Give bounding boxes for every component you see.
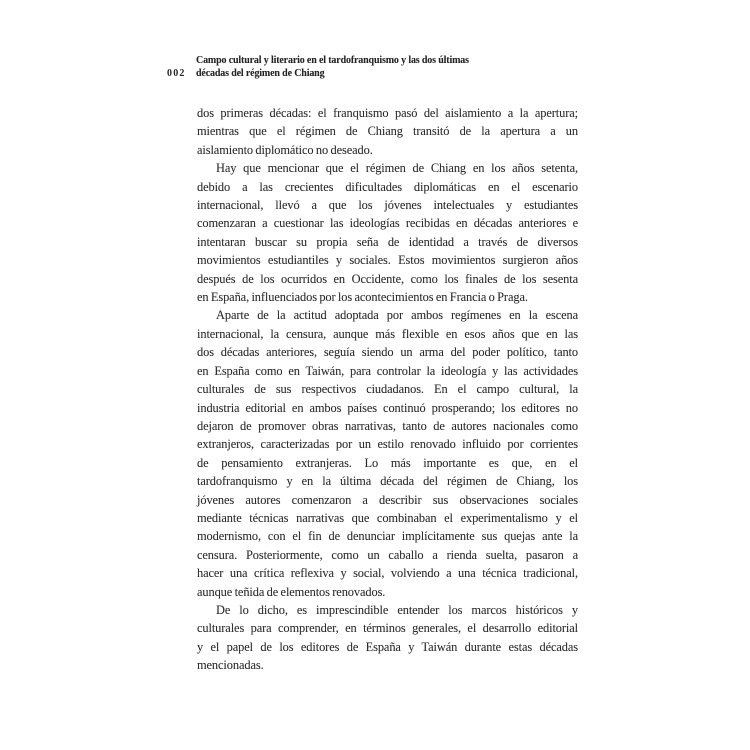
text-line: internacional, la censura, aunque más flexible en esos años que en las <box>197 326 578 341</box>
text-line: dos primeras décadas: el franquismo pasó del aislamiento a la apertura; <box>197 106 578 120</box>
text-line: dos décadas anteriores, seguía siendo un arma del poder político, tanto <box>197 345 578 360</box>
text-line: dejaron de promover obras narrativas, tanto de autores nacionales como <box>197 418 578 433</box>
text-line: censura. Posteriormente, como un caballo a rienda suelta, pasaron a <box>197 547 578 562</box>
text-line: debido a las crecientes dificultades diplomáticas en el escenario <box>197 179 578 194</box>
text-line: después de los ocurridos en Occidente, como los finales de los sesenta <box>197 271 578 286</box>
text-line: mencionadas. <box>197 658 264 673</box>
text-line: tardofranquismo y en la última década del régimen de Chiang, los <box>197 474 578 489</box>
running-header <box>196 55 506 80</box>
text-line: aunque teñida de elementos renovados. <box>197 584 386 599</box>
text-line: industria editorial en ambos países continuó prosperando; los editores no <box>197 400 578 415</box>
text-line: mediante técnicas narrativas que combinaban el experimentalismo y el <box>197 510 578 525</box>
text-line: aislamiento diplomático no deseado. <box>197 142 373 157</box>
text-line: modernismo, con el fin de denunciar implícitamente sus quejas ante la <box>197 529 578 544</box>
paragraph <box>197 104 578 159</box>
paragraph <box>197 159 578 306</box>
running-header-line2: décadas del régimen de Chiang <box>196 67 325 79</box>
running-header-line1: Campo cultural y literario en el tardofranquismo y las dos últimas <box>196 55 469 66</box>
text-line: culturales de sus respectivos ciudadanos. En el campo cultural, la <box>197 382 578 397</box>
text-line: y el papel de los editores de España y Taiwán durante estas décadas <box>197 639 578 654</box>
body-text <box>197 104 578 675</box>
text-line: en España como en Taiwán, para controlar la ideología y las actividades <box>197 363 578 378</box>
text-line: internacional, llevó a que los jóvenes intelectuales y estudiantes <box>197 198 578 213</box>
paragraph <box>197 306 578 601</box>
text-line: mientras que el régimen de Chiang transitó de la apertura a un <box>197 124 578 139</box>
text-line: culturales para comprender, en términos generales, el desarrollo editorial <box>197 621 578 636</box>
text-line: hacer una crítica reflexiva y social, volviendo a una técnica tradicional, <box>197 566 578 581</box>
text-line: jóvenes autores comenzaron a describir sus observaciones sociales <box>197 492 578 507</box>
text-line: Aparte de la actitud adoptada por ambos regímenes en la escena <box>216 308 578 323</box>
text-line: De lo dicho, es imprescindible entender los marcos históricos y <box>216 602 578 617</box>
text-line: Hay que mencionar que el régimen de Chiang en los años setenta, <box>216 161 578 176</box>
text-line: comenzaran a cuestionar las ideologías recibidas en décadas anteriores e <box>197 216 578 231</box>
text-line: intentaran buscar su propia seña de identidad a través de diversos <box>197 234 578 249</box>
text-line: extranjeros, caracterizadas por un estilo renovado influido por corrientes <box>197 437 578 452</box>
text-line: en España, influenciados por los acontecimientos en Francia o Praga. <box>197 290 528 305</box>
text-line: movimientos estudiantiles y sociales. Estos movimientos surgieron años <box>197 253 578 268</box>
text-line: de pensamiento extranjeras. Lo más importante es que, en el <box>197 455 578 470</box>
page-number: 002 <box>167 68 186 79</box>
paragraph <box>197 601 578 675</box>
